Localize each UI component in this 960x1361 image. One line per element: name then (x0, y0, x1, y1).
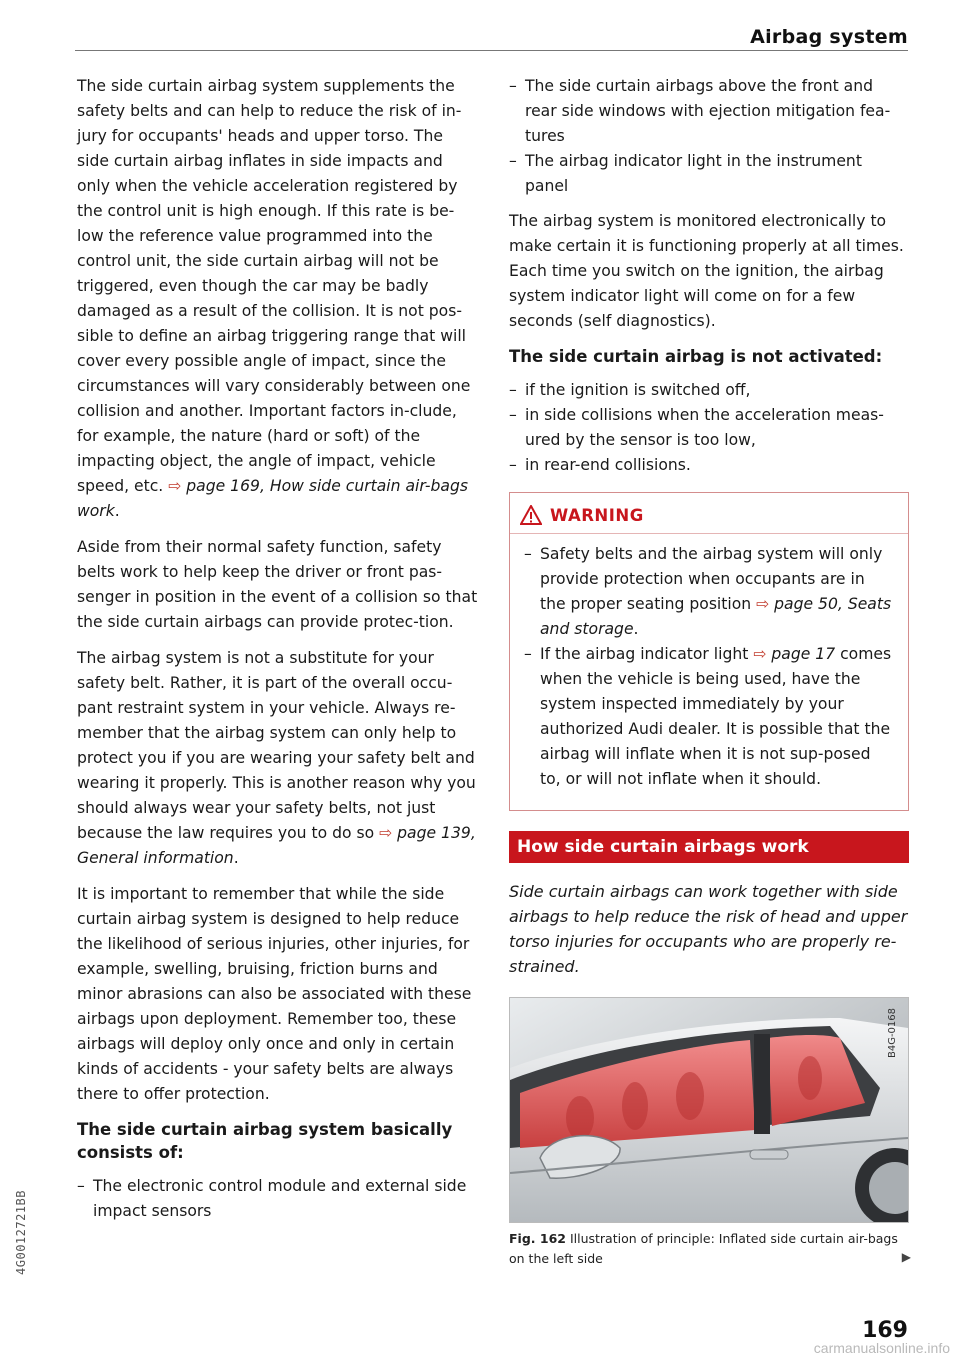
paragraph: It is important to remember that while the side curtain airbag system is designed to help reduce the likelihood of serious injuries, other injuries, for example, swelling, bruising, friction burns and minor abrasions can also be associated with these airbags upon deployment. Remember too, these airbags will deploy only once and only in certain kinds of accidents - your safety belts are always there to offer protection. (77, 885, 472, 1103)
paragraph: The airbag system is monitored electronically to make certain it is functioning properly at all times. Each time you switch on the ignition, the airbag system indicator light will come on for a few seconds (self diagnostics). (509, 212, 904, 330)
header-rule (75, 50, 908, 51)
figure-caption: Fig. 162 Illustration of principle: Inflated side curtain air-bags on the left side ▶ (509, 1231, 911, 1266)
cross-reference-link[interactable]: page 169, How side curtain air-bags work (77, 477, 469, 520)
warning-header (510, 497, 908, 534)
component-list (77, 1174, 479, 1224)
list-item: – The airbag indicator light in the instrument panel (509, 149, 909, 199)
document-code: 4G0012721BB (14, 1190, 28, 1275)
subheading: The side curtain airbag system basically consists of: (77, 1120, 453, 1162)
warning-box (509, 492, 909, 811)
list-item: – in side collisions when the acceleration meas-ured by the sensor is too low, (509, 403, 909, 453)
right-column (509, 74, 909, 1269)
section-intro: Side curtain airbags can work together with side airbags to help reduce the risk of head and upper torso injuries for occupants who are properly re-strained. (509, 882, 908, 976)
figure-side-curtain-airbags (509, 997, 909, 1223)
warning-triangle-icon (520, 505, 542, 525)
continued-arrow-icon: ▶ (901, 1250, 911, 1264)
car-illustration (510, 998, 908, 1222)
cross-ref-arrow-icon: ⇨ (756, 595, 770, 613)
cross-reference-link[interactable]: page 139, General information (77, 824, 476, 867)
warning-item: – If the airbag indicator light ⇨ page 17 comes when the vehicle is being used, have the system inspected immediately by your authorized Audi dealer. It is possible that the airbag will inflate when it is not sup-posed to, or will not inflate when it should. (524, 642, 894, 792)
component-list (509, 74, 909, 199)
figure-code: B4G-0168 (887, 1008, 898, 1059)
list-item: – in rear-end collisions. (509, 453, 909, 478)
cross-ref-arrow-icon: ⇨ (753, 645, 767, 663)
warning-title: WARNING (550, 505, 644, 525)
paragraph: The side curtain airbag system supplements the safety belts and can help to reduce the risk of in-jury for occupants' heads and upper torso. The side curtain airbag inflates in side impacts and only when the vehicle acceleration registered by the control unit is high enough. If this rate is be-low the reference value programmed into the control unit, the side curtain airbag will not be triggered, even though the car may be badly damaged as a result of the collision. It is not pos-sible to define an airbag triggering range that will cover every possible angle of impact, since the circumstances will vary considerably between one collision and another. Important factors in-clude, for example, the nature (hard or soft) of the impacting object, the angle of impact, vehicle speed, etc. ⇨ page 169, How side curtain air-bags work. (77, 77, 471, 520)
cross-ref-arrow-icon: ⇨ (168, 477, 182, 495)
list-item: – if the ignition is switched off, (509, 378, 909, 403)
figure-label: Fig. 162 (509, 1231, 566, 1246)
cross-ref-arrow-icon: ⇨ (379, 824, 393, 842)
section-heading: How side curtain airbags work (509, 831, 909, 863)
subheading: The side curtain airbag is not activated: (509, 347, 883, 366)
warning-item: – Safety belts and the airbag system will only provide protection when occupants are in the proper seating position ⇨ page 50, Seats and storage. (524, 542, 894, 642)
running-header: Airbag system (750, 26, 908, 48)
not-activated-list (509, 378, 909, 478)
paragraph: Aside from their normal safety function, safety belts work to help keep the driver or front pas-senger in position in the event of a collision so that the side curtain airbags can provide protec-tion. (77, 538, 478, 631)
list-item: – The electronic control module and external side impact sensors (77, 1174, 479, 1224)
page-number: 169 (862, 1318, 908, 1343)
left-column (77, 74, 479, 1234)
paragraph: The airbag system is not a substitute for your safety belt. Rather, it is part of the overall occu-pant restraint system in your vehicle. Always re-member that the airbag system can only help to protect you if you are wearing your safety belt and wearing it properly. This is another reason why you should always wear your safety belts, not just because the law requires you to do so ⇨ page 139, General information. (77, 649, 476, 867)
list-item: – The side curtain airbags above the front and rear side windows with ejection mitigation fea-tures (509, 74, 909, 149)
cross-reference-link[interactable]: page 50, Seats and storage (540, 595, 892, 638)
watermark: carmanualsonline.info (813, 1340, 950, 1356)
cross-reference-link[interactable]: page 17 (771, 645, 836, 663)
warning-list (524, 542, 894, 792)
